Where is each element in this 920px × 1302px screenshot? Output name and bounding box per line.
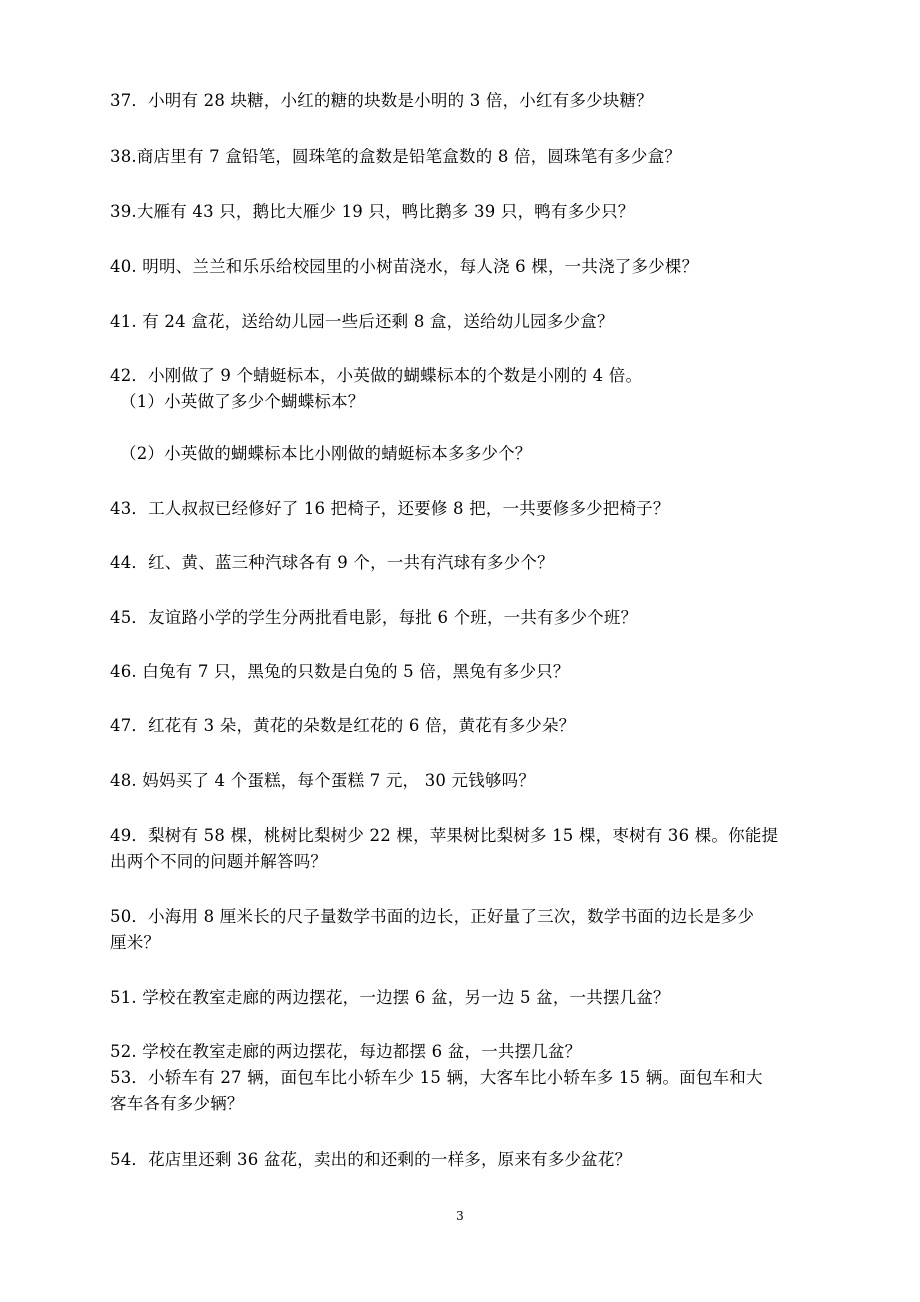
problem-48: 48. 妈妈买了 4 个蛋糕，每个蛋糕 7 元， 30 元钱够吗？ (110, 771, 536, 790)
problem-41: 41. 有 24 盒花，送给幼儿园一些后还剩 8 盒，送给幼儿园多少盒？ (110, 312, 614, 331)
problem-49: 49．梨树有 58 棵，桃树比梨树少 22 棵，苹果树比梨树多 15 棵，枣树有 36 棵。你能提 (110, 826, 779, 845)
problem-40: 40. 明明、兰兰和乐乐给校园里的小树苗浇水，每人浇 6 棵，一共浇了多少棵？ (110, 257, 699, 276)
problem-39: 39.大雁有 43 只，鹅比大雁少 19 只，鸭比鹅多 39 只，鸭有多少只？ (110, 202, 635, 221)
problem-53: 53．小轿车有 27 辆，面包车比小轿车少 15 辆，大客车比小轿车多 15 辆。面包车和大 (110, 1068, 763, 1087)
problem-37: 37．小明有 28 块糖，小红的糖的块数是小明的 3 倍，小红有多少块糖？ (110, 91, 653, 110)
problem-50-cont: 厘米？ (110, 933, 161, 952)
problem-47: 47．红花有 3 朵，黄花的朵数是红花的 6 倍，黄花有多少朵？ (110, 716, 576, 735)
problem-38: 38.商店里有 7 盒铅笔，圆珠笔的盒数是铅笔盒数的 8 倍，圆珠笔有多少盒？ (110, 147, 682, 166)
problem-42-sub-2: （2）小英做的蝴蝶标本比小刚做的蜻蜓标本多多少个？ (120, 444, 532, 463)
page-number: 3 (456, 1209, 464, 1223)
problem-52: 52. 学校在教室走廊的两边摆花，每边都摆 6 盆，一共摆几盆？ (110, 1042, 582, 1061)
problem-43: 43．工人叔叔已经修好了 16 把椅子，还要修 8 把，一共要修多少把椅子？ (110, 499, 670, 518)
problem-50: 50．小海用 8 厘米长的尺子量数学书面的边长，正好量了三次，数学书面的边长是多少 (110, 907, 755, 926)
problem-51: 51. 学校在教室走廊的两边摆花，一边摆 6 盆，另一边 5 盆，一共摆几盆？ (110, 988, 670, 1007)
problem-54: 54．花店里还剩 36 盆花，卖出的和还剩的一样多，原来有多少盆花？ (110, 1150, 632, 1169)
problem-49-cont: 出两个不同的问题并解答吗？ (110, 852, 328, 871)
problem-44: 44．红、黄、蓝三种汽球各有 9 个，一共有汽球有多少个？ (110, 553, 554, 572)
problem-42-sub-1: （1）小英做了多少个蝴蝶标本？ (120, 392, 365, 411)
problem-53-cont: 客车各有多少辆？ (110, 1094, 244, 1113)
problem-46: 46. 白兔有 7 只，黑兔的只数是白兔的 5 倍，黑兔有多少只？ (110, 662, 570, 681)
problem-45: 45．友谊路小学的学生分两批看电影，每批 6 个班，一共有多少个班？ (110, 608, 638, 627)
problem-42: 42．小刚做了 9 个蜻蜓标本，小英做的蝴蝶标本的个数是小刚的 4 倍。 (110, 366, 643, 385)
